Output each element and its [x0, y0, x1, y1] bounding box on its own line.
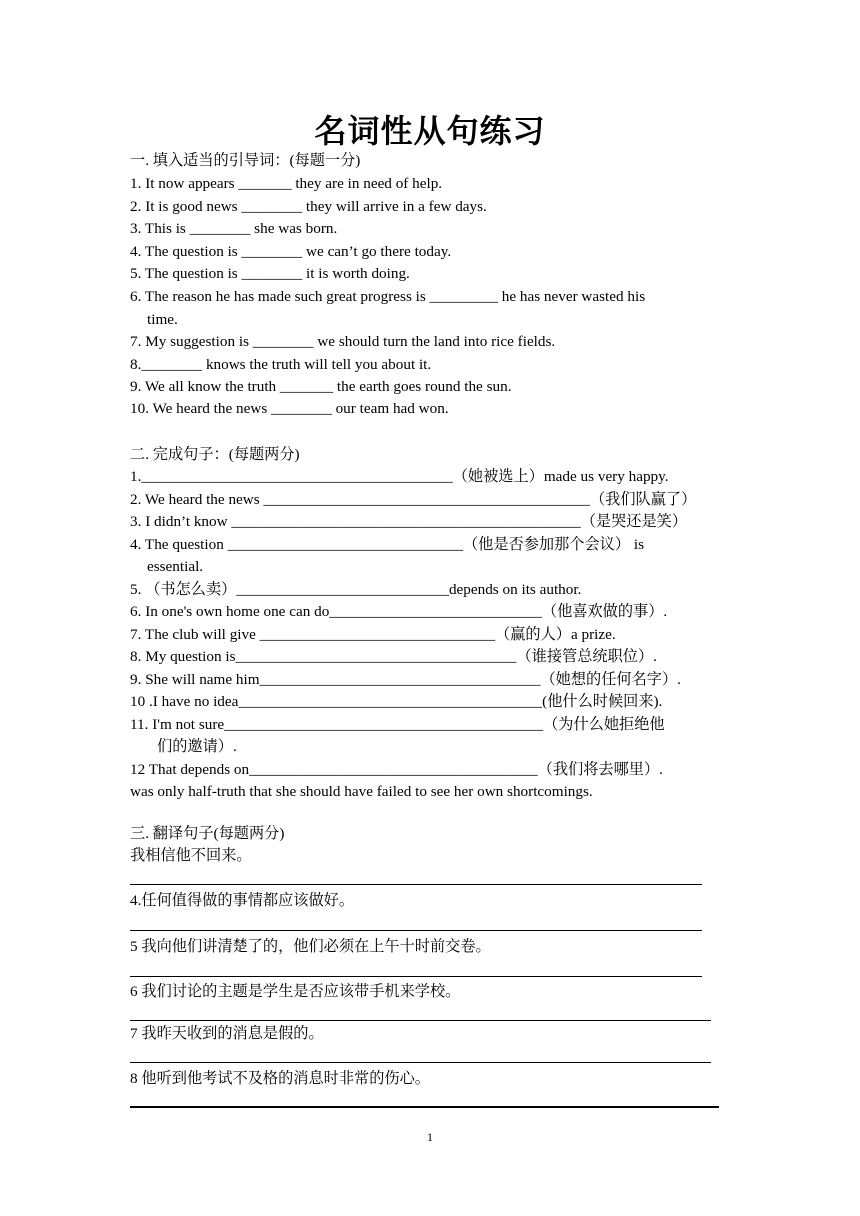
- section2-item-6: 6. In one's own home one can do____________________________（他喜欢做的事）.: [130, 603, 668, 620]
- section2-item-4: 4. The question _______________________________（他是否参加那个会议） is: [130, 536, 644, 553]
- section2-item-2: 2. We heard the news ___________________________________________（我们队赢了）: [130, 491, 697, 508]
- section2-item-3: 3. I didn’t know ______________________________________________（是哭还是笑）: [130, 513, 688, 530]
- section1-item-1: 1. It now appears _______ they are in need of help.: [130, 175, 443, 192]
- section3-item-5: 7 我昨天收到的消息是假的。: [130, 1025, 324, 1042]
- section2-item-11-cont: 们的邀请）.: [157, 738, 237, 755]
- section2-item-13: was only half-truth that she should have failed to see her own shortcomings.: [130, 783, 593, 800]
- page-title: 名词性从句练习: [314, 112, 546, 150]
- section1-item-10: 10. We heard the news ________ our team had won.: [130, 400, 449, 417]
- section2-item-10: 10 .I have no idea________________________________________(他什么时候回来).: [130, 693, 663, 710]
- section1-item-4: 4. The question is ________ we can’t go there today.: [130, 243, 452, 260]
- section3-item-1: 我相信他不回来。: [130, 847, 252, 864]
- page-number: 1: [427, 1130, 433, 1144]
- section2-item-1: 1._________________________________________（她被选上）made us very happy.: [130, 468, 669, 485]
- section2-item-8: 8. My question is_____________________________________（谁接管总统职位）.: [130, 648, 657, 665]
- answer-line-4[interactable]: [130, 1020, 711, 1021]
- section3-item-2: 4.任何值得做的事情都应该做好。: [130, 892, 355, 909]
- section3-item-3: 5 我向他们讲清楚了的，他们必须在上午十时前交卷。: [130, 938, 491, 955]
- section1-heading: 一. 填入适当的引导词：(每题一分): [130, 152, 361, 169]
- section2-item-5: 5. （书怎么卖）____________________________depends on its author.: [130, 581, 582, 598]
- answer-line-1[interactable]: [130, 884, 702, 885]
- answer-line-2[interactable]: [130, 930, 702, 931]
- section2-item-4-cont: essential.: [147, 558, 204, 575]
- section2-heading: 二. 完成句子：(每题两分): [130, 446, 300, 463]
- section1-item-6: 6. The reason he has made such great progress is _________ he has never wasted his: [130, 288, 646, 305]
- answer-line-5[interactable]: [130, 1062, 711, 1063]
- section2-item-11: 11. I'm not sure__________________________________________（为什么她拒绝他: [130, 716, 665, 733]
- section3-item-4: 6 我们讨论的主题是学生是否应该带手机来学校。: [130, 983, 461, 1000]
- section1-item-9: 9. We all know the truth _______ the earth goes round the sun.: [130, 378, 512, 395]
- section2-item-7: 7. The club will give _______________________________（赢的人）a prize.: [130, 626, 616, 643]
- section1-item-7: 7. My suggestion is ________ we should turn the land into rice fields.: [130, 333, 556, 350]
- section1-item-8: 8.________ knows the truth will tell you about it.: [130, 356, 432, 373]
- section1-item-2: 2. It is good news ________ they will arrive in a few days.: [130, 198, 487, 215]
- section2-item-12: 12 That depends on______________________________________（我们将去哪里）.: [130, 761, 663, 778]
- section1-item-3: 3. This is ________ she was born.: [130, 220, 338, 237]
- section3-item-6: 8 他听到他考试不及格的消息时非常的伤心。: [130, 1070, 430, 1087]
- section1-item-6-cont: time.: [147, 311, 178, 328]
- answer-line-6[interactable]: [130, 1106, 719, 1108]
- answer-line-3[interactable]: [130, 976, 702, 977]
- section3-heading: 三. 翻译句子(每题两分): [130, 825, 285, 842]
- section2-item-9: 9. She will name him_____________________________________（她想的任何名字）.: [130, 671, 681, 688]
- section1-item-5: 5. The question is ________ it is worth doing.: [130, 265, 410, 282]
